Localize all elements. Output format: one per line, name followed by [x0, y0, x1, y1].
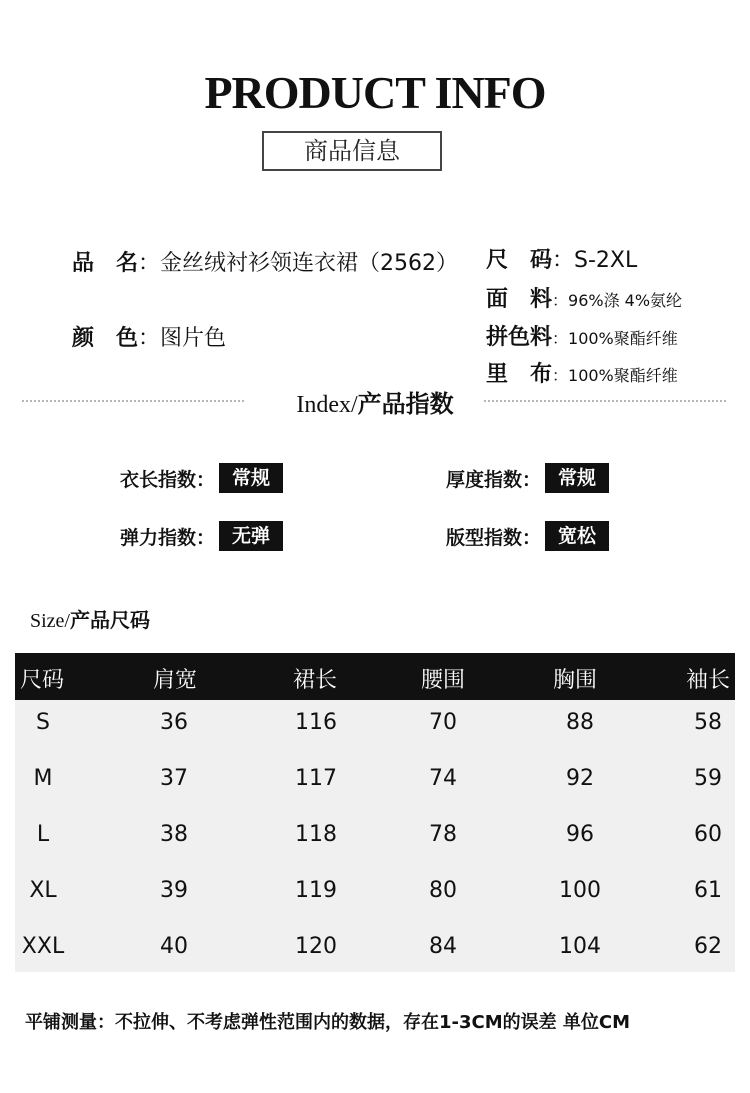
spec-size	[486, 243, 637, 274]
header-length: 裙长	[292, 668, 338, 693]
index-length	[120, 463, 283, 493]
spec-contrast-value: ：100%聚酯纤维	[552, 329, 678, 348]
table-cell: 40	[160, 934, 188, 959]
table-cell: 36	[160, 710, 188, 735]
table-cell: 84	[429, 934, 457, 959]
table-cell: 62	[694, 934, 722, 959]
table-cell: 88	[566, 710, 594, 735]
spec-lining-value: ：100%聚酯纤维	[552, 366, 678, 385]
size-title	[30, 604, 150, 633]
table-cell: 60	[694, 822, 722, 847]
index-title	[0, 384, 750, 419]
table-cell: 70	[429, 710, 457, 735]
size-title-cn: 产品尺码	[70, 608, 150, 632]
table-cell: L	[36, 822, 50, 847]
spec-contrast	[486, 320, 678, 351]
spec-lining-label: 里 布	[486, 362, 553, 387]
spec-color	[72, 321, 226, 352]
table-cell: 119	[295, 878, 337, 903]
header-waist: 腰围	[420, 668, 466, 693]
table-cell: 116	[295, 710, 337, 735]
spec-size-label: 尺 码	[486, 248, 553, 273]
table-cell: 120	[295, 934, 337, 959]
table-cell: 92	[566, 766, 594, 791]
index-length-label: 衣长指数：	[120, 468, 216, 491]
spec-contrast-label: 拼色料	[486, 325, 553, 350]
page-title: PRODUCT INFO	[204, 67, 546, 118]
spec-color-value: ：图片色	[138, 326, 227, 351]
table-cell: 61	[694, 878, 722, 903]
table-cell: S	[36, 710, 50, 735]
table-cell: 96	[566, 822, 594, 847]
table-cell: 117	[295, 766, 337, 791]
spec-color-label: 颜 色	[72, 326, 139, 351]
table-cell: 118	[295, 822, 337, 847]
spec-name-label: 品 名	[72, 251, 139, 276]
index-length-badge: 常规	[219, 463, 283, 493]
index-fit-badge: 宽松	[545, 521, 609, 551]
table-cell: 39	[160, 878, 188, 903]
header-bust: 胸围	[552, 668, 598, 693]
header-sleeve: 袖长	[685, 668, 731, 693]
size-table	[15, 653, 735, 972]
spec-name-value: ：金丝绒衬衫领连衣裙（2562）	[138, 251, 459, 276]
index-thickness-badge: 常规	[545, 463, 609, 493]
measurement-note: 平铺测量：不拉伸、不考虑弹性范围内的数据，存在1-3CM的误差 单位CM	[25, 1012, 631, 1033]
spec-fabric-value: ：96%涤 4%氨纶	[552, 291, 683, 310]
spec-fabric	[486, 282, 682, 313]
header-size: 尺码	[19, 668, 65, 693]
spec-name	[72, 246, 458, 277]
table-cell: 58	[694, 710, 722, 735]
spec-fabric-label: 面 料	[486, 287, 553, 312]
index-elasticity	[120, 521, 283, 551]
index-elasticity-badge: 无弹	[219, 521, 283, 551]
size-table-body	[15, 700, 735, 972]
table-cell: 100	[559, 878, 601, 903]
index-thickness	[446, 463, 609, 493]
size-title-en: Size/	[30, 610, 70, 632]
table-cell: 38	[160, 822, 188, 847]
spec-size-value: ：S-2XL	[552, 248, 638, 273]
index-title-cn: 产品指数	[357, 390, 454, 418]
table-cell: 37	[160, 766, 188, 791]
index-fit	[446, 521, 609, 551]
table-cell: XL	[29, 878, 57, 903]
header-shoulder: 肩宽	[152, 668, 198, 693]
index-title-en: Index/	[296, 392, 358, 418]
table-cell: XXL	[21, 934, 65, 959]
table-cell: 59	[694, 766, 722, 791]
index-elasticity-label: 弹力指数：	[120, 526, 216, 549]
table-cell: 80	[429, 878, 457, 903]
table-cell: 74	[429, 766, 457, 791]
table-cell: M	[33, 766, 53, 791]
table-cell: 104	[559, 934, 601, 959]
page-subtitle: 商品信息	[262, 131, 442, 171]
index-thickness-label: 厚度指数：	[446, 468, 542, 491]
table-cell: 78	[429, 822, 457, 847]
index-fit-label: 版型指数：	[446, 526, 542, 549]
size-table-header	[15, 653, 735, 700]
